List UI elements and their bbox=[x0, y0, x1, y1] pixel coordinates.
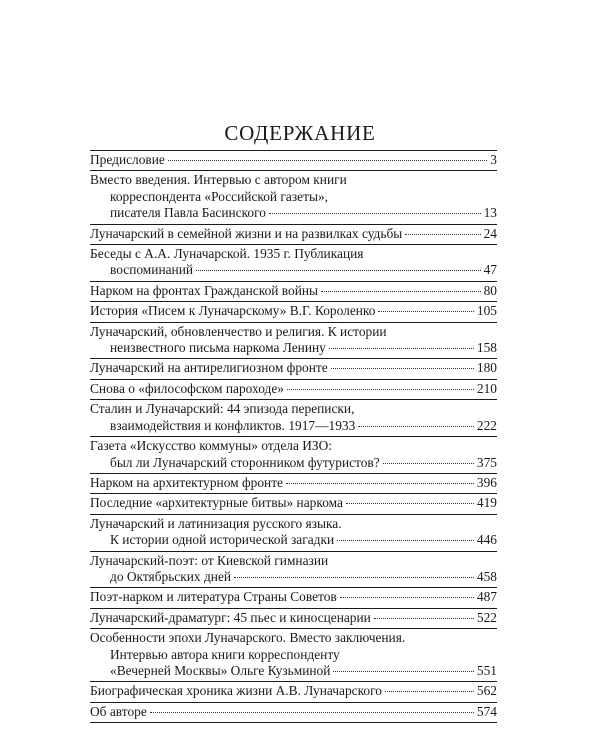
toc-entry bbox=[90, 224, 497, 244]
toc-entry-line bbox=[90, 647, 497, 663]
toc-entry bbox=[90, 399, 497, 436]
toc-entry-last-line bbox=[90, 262, 497, 278]
toc-entry bbox=[90, 551, 497, 588]
toc-entry bbox=[90, 170, 497, 223]
dot-leader bbox=[358, 426, 474, 427]
toc-entry-title: Луначарский на антирелигиозном фронте bbox=[90, 360, 328, 376]
toc-entry bbox=[90, 681, 497, 701]
toc-page-number: 419 bbox=[476, 495, 497, 511]
toc-entry bbox=[90, 702, 497, 723]
toc-entry-line bbox=[90, 630, 497, 646]
dot-leader bbox=[269, 213, 481, 214]
toc-page-number: 80 bbox=[483, 282, 497, 298]
toc-entry-title: воспоминаний bbox=[110, 262, 194, 278]
toc-entry-title: История «Писем к Луначарскому» В.Г. Короленко bbox=[90, 303, 376, 319]
toc-entry-title: корреспондента «Российской газеты», bbox=[110, 188, 328, 204]
toc-entry bbox=[90, 322, 497, 359]
dot-leader bbox=[346, 503, 474, 504]
toc-entry-title: Интервью автора книги корреспонденту bbox=[110, 646, 340, 662]
dot-leader bbox=[374, 618, 474, 619]
toc-entry-last-line bbox=[90, 340, 497, 356]
toc-page-number: 562 bbox=[476, 683, 497, 699]
toc-entry bbox=[90, 473, 497, 493]
dot-leader bbox=[234, 577, 474, 578]
toc-entry bbox=[90, 379, 497, 399]
dot-leader bbox=[340, 597, 474, 598]
dot-leader bbox=[329, 348, 474, 349]
dot-leader bbox=[378, 311, 473, 312]
toc-entry bbox=[90, 281, 497, 301]
toc-page-number: 375 bbox=[476, 454, 497, 470]
toc-page-number: 446 bbox=[476, 532, 497, 548]
toc-page-number: 551 bbox=[476, 662, 497, 678]
toc-entry-title: Беседы с А.А. Луначарской. 1935 г. Публикация bbox=[90, 246, 364, 262]
toc-entry-last-line bbox=[90, 226, 497, 242]
toc-entry-title: Сталин и Луначарский: 44 эпизода переписки, bbox=[90, 401, 355, 417]
table-of-contents bbox=[90, 150, 497, 723]
toc-entry-title: до Октябрьских дней bbox=[110, 568, 232, 584]
toc-entry-title: Луначарский-поэт: от Киевской гимназии bbox=[90, 552, 329, 568]
dot-leader bbox=[321, 291, 481, 292]
toc-entry-title: Биографическая хроника жизни А.В. Луначарского bbox=[90, 683, 382, 699]
dot-leader bbox=[196, 270, 481, 271]
dot-leader bbox=[150, 712, 474, 713]
toc-entry-line bbox=[90, 246, 497, 262]
toc-entry-title: Луначарский и латинизация русского языка. bbox=[90, 515, 342, 531]
dot-leader bbox=[331, 368, 474, 369]
toc-page-number: 24 bbox=[483, 225, 497, 241]
toc-entry-line bbox=[90, 172, 497, 188]
toc-entry-title: Луначарский, обновленчество и религия. К истории bbox=[90, 323, 387, 339]
toc-entry bbox=[90, 150, 497, 170]
toc-entry-line bbox=[90, 189, 497, 205]
toc-entry bbox=[90, 301, 497, 321]
toc-page-number: 458 bbox=[476, 568, 497, 584]
toc-entry-line bbox=[90, 401, 497, 417]
toc-entry bbox=[90, 587, 497, 607]
toc-entry bbox=[90, 608, 497, 628]
toc-entry-title: Нарком на архитектурном фронте bbox=[90, 474, 283, 490]
toc-entry-title: Луначарский-драматург: 45 пьес и киносценарии bbox=[90, 609, 371, 625]
dot-leader bbox=[385, 691, 474, 692]
toc-entry-title: неизвестного письма наркома Ленину bbox=[110, 340, 326, 356]
toc-entry-line bbox=[90, 553, 497, 569]
toc-entry-last-line bbox=[90, 205, 497, 221]
dot-leader bbox=[333, 671, 474, 672]
toc-page-number: 47 bbox=[483, 262, 497, 278]
toc-entry-title: Предисловие bbox=[90, 152, 165, 167]
toc-entry-last-line bbox=[90, 589, 497, 605]
toc-entry-title: Снова о «философском пароходе» bbox=[90, 380, 284, 396]
toc-entry bbox=[90, 628, 497, 681]
toc-entry-last-line bbox=[90, 303, 497, 319]
toc-entry-title: «Вечерней Москвы» Ольге Кузьминой bbox=[110, 662, 331, 678]
toc-entry-last-line bbox=[90, 152, 497, 168]
toc-entry bbox=[90, 358, 497, 378]
dot-leader bbox=[168, 160, 487, 161]
dot-leader bbox=[383, 463, 474, 464]
toc-page-number: 222 bbox=[476, 417, 497, 433]
toc-entry-title: был ли Луначарский сторонником футуристов? bbox=[110, 454, 380, 470]
toc-entry-last-line bbox=[90, 455, 497, 471]
toc-entry-title: К истории одной исторической загадки bbox=[110, 532, 335, 548]
toc-entry-last-line bbox=[90, 683, 497, 699]
toc-page-number: 522 bbox=[476, 609, 497, 625]
toc-entry-title: Последние «архитектурные битвы» наркома bbox=[90, 495, 343, 511]
toc-entry bbox=[90, 493, 497, 513]
toc-entry-last-line bbox=[90, 495, 497, 511]
toc-page-number: 180 bbox=[476, 360, 497, 376]
toc-page-number: 105 bbox=[476, 303, 497, 319]
toc-entry-title: взаимодействия и конфликтов. 1917—1933 bbox=[110, 417, 356, 433]
page-title: СОДЕРЖАНИЕ bbox=[224, 121, 376, 145]
toc-entry bbox=[90, 436, 497, 473]
toc-entry-last-line bbox=[90, 663, 497, 679]
toc-entry-last-line bbox=[90, 475, 497, 491]
toc-page-number: 158 bbox=[476, 340, 497, 356]
dot-leader bbox=[337, 540, 474, 541]
toc-entry bbox=[90, 514, 497, 551]
toc-page-number: 13 bbox=[483, 205, 497, 221]
toc-entry-last-line bbox=[90, 418, 497, 434]
toc-entry-last-line bbox=[90, 704, 497, 720]
toc-page-number: 210 bbox=[476, 380, 497, 396]
dot-leader bbox=[405, 234, 480, 235]
toc-entry-line bbox=[90, 324, 497, 340]
toc-entry-title: Вместо введения. Интервью с автором книги bbox=[90, 172, 347, 188]
toc-entry-title: писателя Павла Басинского bbox=[110, 205, 266, 221]
toc-entry-last-line bbox=[90, 610, 497, 626]
dot-leader bbox=[286, 483, 474, 484]
toc-entry-last-line bbox=[90, 283, 497, 299]
toc-page-number: 396 bbox=[476, 474, 497, 490]
toc-entry-line bbox=[90, 516, 497, 532]
toc-page-number: 574 bbox=[476, 703, 497, 719]
toc-entry-last-line bbox=[90, 381, 497, 397]
toc-entry-last-line bbox=[90, 532, 497, 548]
toc-entry-line bbox=[90, 438, 497, 454]
dot-leader bbox=[287, 389, 474, 390]
toc-entry-title: Поэт-нарком и литература Страны Советов bbox=[90, 589, 337, 605]
toc-page-number: 487 bbox=[476, 589, 497, 605]
toc-entry-title: Особенности эпохи Луначарского. Вместо заключения. bbox=[90, 630, 406, 646]
toc-entry-last-line bbox=[90, 360, 497, 376]
toc-entry bbox=[90, 244, 497, 281]
toc-entry-title: Газета «Искусство коммуны» отдела ИЗО: bbox=[90, 438, 333, 454]
toc-entry-title: Луначарский в семейной жизни и на развилках судьбы bbox=[90, 225, 403, 241]
toc-entry-title: Об авторе bbox=[90, 703, 147, 719]
toc-page-number: 3 bbox=[490, 152, 497, 167]
toc-entry-title: Нарком на фронтах Гражданской войны bbox=[90, 282, 319, 298]
toc-entry-last-line bbox=[90, 569, 497, 585]
